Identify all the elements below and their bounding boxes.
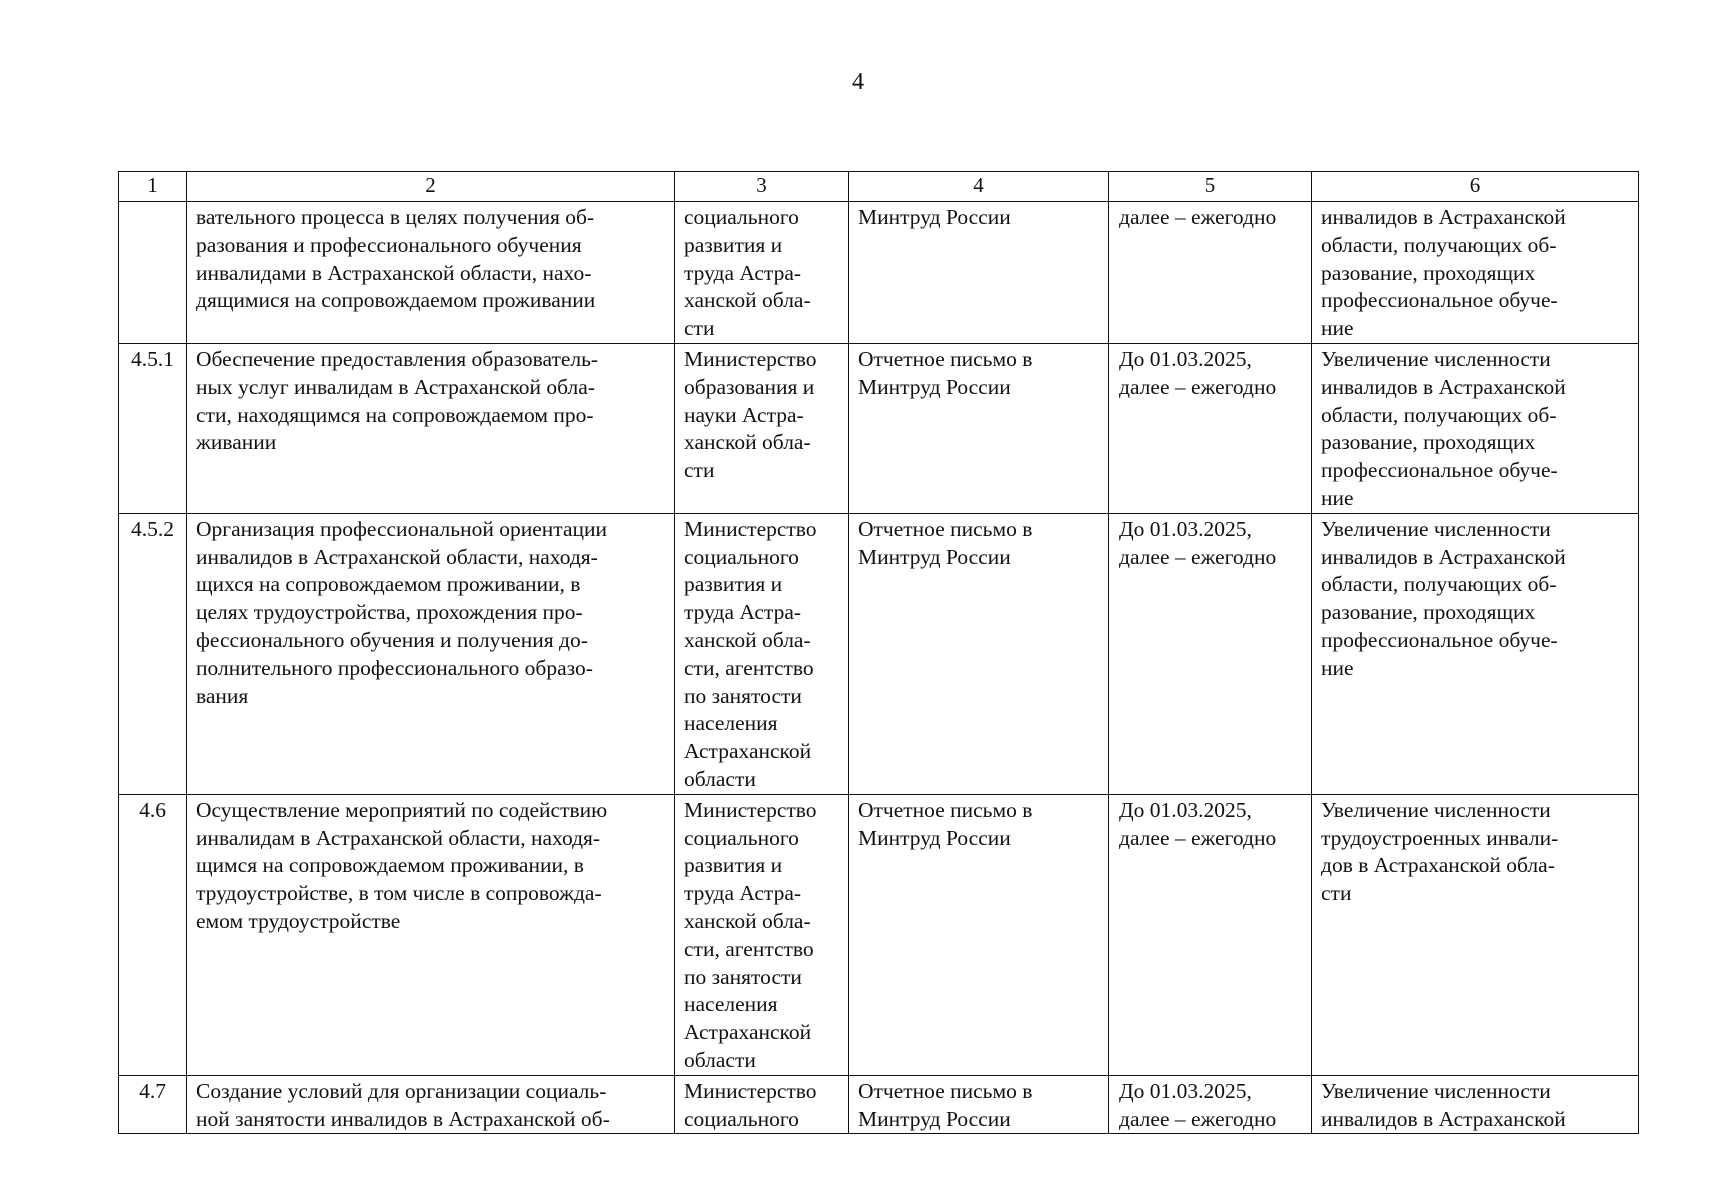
column-number-2: 2	[187, 172, 675, 202]
column-number-5: 5	[1109, 172, 1312, 202]
indicator-cell: инвалидов в Астраханской области, получающих об- разование, проходящих профессиональное обуче- ние	[1312, 202, 1639, 344]
column-number-4: 4	[849, 172, 1109, 202]
item-number: 4.5.1	[119, 344, 187, 514]
deadline-cell: До 01.03.2025, далее – ежегодно	[1109, 794, 1312, 1075]
table-row	[119, 344, 1639, 514]
column-number-3: 3	[675, 172, 849, 202]
table-row	[119, 794, 1639, 1075]
table-row	[119, 202, 1639, 344]
executor-cell: социального развития и труда Астра- ханской обла- сти	[675, 202, 849, 344]
table-row	[119, 513, 1639, 794]
indicator-cell: Увеличение численности инвалидов в Астраханской	[1312, 1075, 1639, 1134]
table-header-row	[119, 172, 1639, 202]
activity-cell: Организация профессиональной ориентации инвалидов в Астраханской области, находя- щихся на сопровождаемом проживании, в целях трудоустройства, прохождения про- фессионального обучения и получения до- полнительного профессионального образо- вания	[187, 513, 675, 794]
activity-cell: Осуществление мероприятий по содействию инвалидам в Астраханской области, находя- щимся на сопровождаемом проживании, в трудоустройстве, в том числе в сопровожда- емом трудоустройстве	[187, 794, 675, 1075]
executor-cell: Министерство социального	[675, 1075, 849, 1134]
page-number: 4	[852, 69, 864, 95]
item-number: 4.5.2	[119, 513, 187, 794]
indicator-cell: Увеличение численности инвалидов в Астраханской области, получающих об- разование, проходящих профессиональное обуче- ние	[1312, 513, 1639, 794]
result-cell: Отчетное письмо в Минтруд России	[849, 794, 1109, 1075]
table-row	[119, 1075, 1639, 1134]
deadline-cell: далее – ежегодно	[1109, 202, 1312, 344]
indicator-cell: Увеличение численности трудоустроенных инвали- дов в Астраханской обла- сти	[1312, 794, 1639, 1075]
result-cell: Отчетное письмо в Минтруд России	[849, 513, 1109, 794]
activity-cell: Обеспечение предоставления образователь- ных услуг инвалидам в Астраханской обла- сти, находящимся на сопровождаемом про- живании	[187, 344, 675, 514]
activity-cell: Создание условий для организации социаль- ной занятости инвалидов в Астраханской об-	[187, 1075, 675, 1134]
activity-cell: вательного процесса в целях получения об- разования и профессионального обучения инвалидами в Астраханской области, нахо- дящимися на сопровождаемом проживании	[187, 202, 675, 344]
result-cell: Минтруд России	[849, 202, 1109, 344]
measures-table	[118, 171, 1639, 1134]
result-cell: Отчетное письмо в Минтруд России	[849, 1075, 1109, 1134]
deadline-cell: До 01.03.2025, далее – ежегодно	[1109, 1075, 1312, 1134]
executor-cell: Министерство образования и науки Астра- ханской обла- сти	[675, 344, 849, 514]
deadline-cell: До 01.03.2025, далее – ежегодно	[1109, 344, 1312, 514]
result-cell: Отчетное письмо в Минтруд России	[849, 344, 1109, 514]
item-number	[119, 202, 187, 344]
column-number-1: 1	[119, 172, 187, 202]
indicator-cell: Увеличение численности инвалидов в Астраханской области, получающих об- разование, проходящих профессиональное обуче- ние	[1312, 344, 1639, 514]
column-number-6: 6	[1312, 172, 1639, 202]
deadline-cell: До 01.03.2025, далее – ежегодно	[1109, 513, 1312, 794]
executor-cell: Министерство социального развития и труда Астра- ханской обла- сти, агентство по занятости населения Астраханской области	[675, 513, 849, 794]
executor-cell: Министерство социального развития и труда Астра- ханской обла- сти, агентство по занятости населения Астраханской области	[675, 794, 849, 1075]
item-number: 4.7	[119, 1075, 187, 1134]
item-number: 4.6	[119, 794, 187, 1075]
